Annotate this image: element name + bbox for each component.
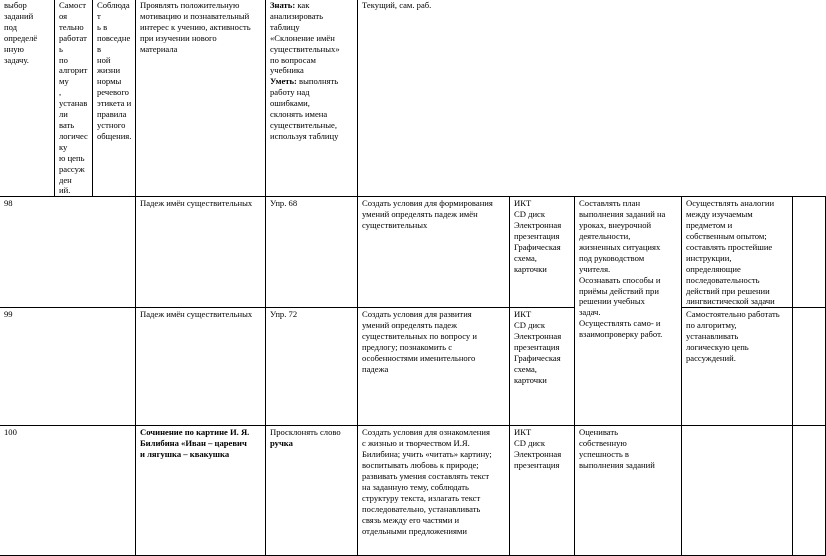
lesson-cognitive-actions: Самостоятельно работать по алгоритму, устанавливать логическую цепь рассуждений.	[682, 308, 793, 426]
lesson-cognitive-actions	[682, 426, 793, 556]
cell-personal-results: Проявлять положительную мотивацию и познавательный интерес к учению, активность при изучении нового материала	[136, 0, 266, 197]
lesson-topic-text: Сочинение по картине И. Я. Билибина «Иван – царевич и лягушка – квакушка	[140, 427, 250, 460]
know-label: Знать:	[270, 0, 296, 10]
lesson-topic	[136, 426, 266, 556]
know-text: как анализировать таблицу «Склонение имён существительных» по вопросам учебника	[270, 0, 340, 76]
can-label: Уметь:	[270, 76, 297, 87]
lesson-resources: ИКТ CD диск Электронная презентация	[510, 426, 575, 556]
lesson-number: 100	[0, 426, 136, 556]
lesson-goal: Создать условия для развития умений определять падеж существительных по вопросу и предлогу; познакомить с особенностями именительного падежа	[358, 308, 510, 426]
exercise-text: Просклонять слово	[270, 427, 341, 438]
lesson-topic: Падеж имён существительных	[136, 197, 266, 308]
cell-actions-regulative: выбор заданий под определё нную задачу.	[0, 0, 55, 197]
lesson-exercise	[266, 426, 358, 556]
table-row	[0, 197, 826, 308]
lesson-goal: Создать условия для формирования умений определять падеж имён существительных	[358, 197, 510, 308]
lesson-cut-column	[793, 426, 826, 556]
table-row	[0, 308, 826, 426]
cell-subject-results	[266, 0, 358, 197]
lesson-cut-column	[793, 308, 826, 426]
cell-actions-communicative: Соблюдат ь в повседнев ной жизни нормы речевого этикета и правила устного общения.	[93, 0, 136, 197]
table-row	[0, 0, 826, 197]
lesson-number: 98	[0, 197, 136, 308]
lesson-cut-column	[793, 197, 826, 308]
lesson-resources: ИКТ CD диск Электронная презентация Графическая схема, карточки	[510, 308, 575, 426]
lesson-exercise: Упр. 68	[266, 197, 358, 308]
lesson-topic: Падеж имён существительных	[136, 308, 266, 426]
control-type-text: Текущий, сам. раб.	[362, 0, 432, 10]
table-row	[0, 426, 826, 556]
lesson-exercise: Упр. 72	[266, 308, 358, 426]
can-text: выполнять работу над ошибками, склонять имена существительные, используя таблицу	[270, 76, 339, 141]
lesson-cognitive-actions: Осуществлять аналогии между изучаемым предметом и собственным опытом; составлять простейшие инструкции, определяющие последовательность действий при решении лингвистической задачи	[682, 197, 793, 308]
exercise-word: ручка	[270, 438, 293, 449]
cell-control-type	[358, 0, 826, 197]
lesson-number: 99	[0, 308, 136, 426]
cell-actions-cognitive: Самостоя тельно работать по алгоритму , устанавли вать логическу ю цепь рассужден ий.	[55, 0, 93, 197]
lesson-goal: Создать условия для ознакомления с жизнью и творчеством И.Я. Билибина; учить «читать» картину; воспитывать любовь к природе; развивать умения составлять текст на заданную тему, соблюдать структуру текста, излагать текст последовательно, устанавливать связь между его частями и отдельными предложениями	[358, 426, 510, 556]
lesson-regulative-actions: Оценивать собственную успешность в выполнения заданий	[575, 426, 682, 556]
lesson-regulative-actions: Составлять план выполнения заданий на уроках, внеурочной деятельности, жизненных ситуациях под руководством учителя. Осознавать способы и приёмы действий при решении учебных задач. Осуществлять само- и взаимопроверку работ.	[575, 197, 682, 426]
lesson-resources: ИКТ CD диск Электронная презентация Графическая схема, карточки	[510, 197, 575, 308]
